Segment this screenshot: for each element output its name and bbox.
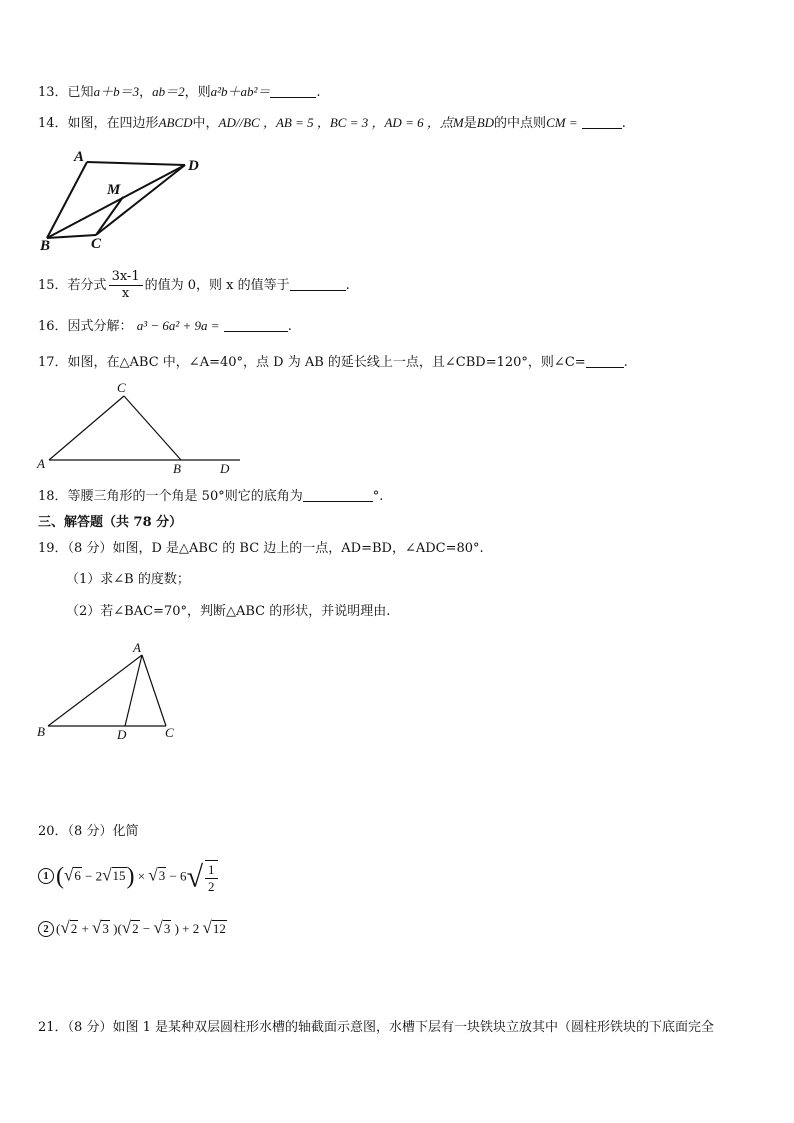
vertex-label-b: B bbox=[173, 461, 181, 476]
math-expression: a²b＋ab²＝ bbox=[210, 84, 271, 99]
question-number: 19． bbox=[38, 541, 68, 556]
question-number: 14． bbox=[38, 116, 68, 131]
period: . bbox=[621, 116, 626, 131]
question-number: 20． bbox=[38, 824, 68, 839]
degree-period: °. bbox=[372, 489, 384, 504]
question-number: 21． bbox=[38, 1020, 68, 1035]
period: . bbox=[623, 355, 628, 370]
question-number: 16． bbox=[38, 319, 68, 334]
math-expression: CM = bbox=[546, 115, 578, 130]
question-text: 因式分解： bbox=[67, 319, 133, 334]
question-text: 若分式 bbox=[67, 278, 107, 293]
period: . bbox=[287, 319, 292, 334]
question-text: 的中点则 bbox=[494, 116, 547, 131]
period: . bbox=[345, 278, 350, 293]
point-label-d: D bbox=[220, 461, 230, 476]
question-text: 等腰三角形的一个角是 50°则它的底角为 bbox=[67, 489, 303, 504]
question-number: 15． bbox=[38, 278, 68, 293]
vertex-label-c: C bbox=[165, 725, 174, 740]
expression-2: 2 (√2 + √3 )(√2 − √3 ) + 2 √12 bbox=[38, 918, 227, 938]
math-expression: a＋b＝3 bbox=[93, 84, 140, 99]
vertex-label-c: C bbox=[117, 380, 126, 395]
circled-number-1: 1 bbox=[38, 868, 54, 884]
math-expression: M bbox=[452, 115, 464, 130]
figure-lines bbox=[48, 655, 166, 726]
question-number: 18． bbox=[38, 489, 68, 504]
math-expression: BD bbox=[476, 115, 495, 130]
math-expression: ABCD bbox=[158, 115, 193, 130]
period: . bbox=[316, 85, 321, 100]
question-text: 中， bbox=[192, 116, 219, 131]
question-19-part-1: （1）求∠B 的度数； bbox=[66, 572, 190, 587]
circled-number-2: 2 bbox=[38, 921, 54, 937]
math-expression: a³ − 6a² + 9a = bbox=[136, 318, 220, 333]
question-21 bbox=[38, 1019, 714, 1037]
vertex-label-a: A bbox=[74, 149, 85, 165]
vertex-label-c: C bbox=[91, 236, 102, 252]
point-label-d: D bbox=[117, 727, 127, 742]
question-text: （8 分）如图 1 是某种双层圆柱形水槽的轴截面示意图，水槽下层有一块铁块立放其中（圆柱形铁块的下底面完全 bbox=[67, 1020, 714, 1035]
question-text: ，则 bbox=[184, 85, 211, 100]
fraction-numerator: 3x-1 bbox=[109, 269, 143, 286]
math-expression: ab＝2 bbox=[152, 84, 185, 99]
question-20 bbox=[38, 823, 138, 841]
vertex-label-a: A bbox=[37, 456, 45, 471]
question-19-part-2: （2）若∠BAC=70°，判断△ABC 的形状，并说明理由. bbox=[66, 604, 391, 619]
vertex-label-d: D bbox=[188, 158, 199, 174]
vertex-label-a: A bbox=[133, 640, 141, 655]
separator: ， bbox=[139, 85, 153, 100]
expression-1: 1 (√6 − 2√15) × √3 − 6√ $\frac{1}{2}$ bbox=[38, 860, 220, 895]
math-expression: AD//BC ，AB = 5 ，BC = 3 ，AD = 6 ，点 bbox=[218, 115, 453, 130]
question-text: （8 分）如图，D 是△ABC 的 BC 边上的一点，AD=BD，∠ADC=80°. bbox=[67, 541, 484, 556]
vertex-label-b: B bbox=[40, 238, 51, 254]
question-text: 已知 bbox=[67, 85, 94, 100]
question-number: 13． bbox=[38, 85, 68, 100]
question-number: 17． bbox=[38, 355, 68, 370]
point-label-m: M bbox=[107, 182, 121, 198]
question-text: 如图，在△ABC 中，∠A=40°，点 D 为 AB 的延长线上一点，且∠CBD=120°，则∠C= bbox=[67, 355, 586, 370]
fraction-denominator: x bbox=[121, 286, 130, 301]
question-text: 的值为 0，则 x 的值等于 bbox=[144, 278, 290, 293]
question-text: 是 bbox=[463, 116, 477, 131]
question-text: 如图，在四边形 bbox=[67, 116, 159, 131]
question-text: （8 分）化简 bbox=[67, 824, 139, 839]
section-heading: 三、解答题（共 78 分） bbox=[38, 515, 183, 530]
vertex-label-b: B bbox=[37, 724, 45, 739]
